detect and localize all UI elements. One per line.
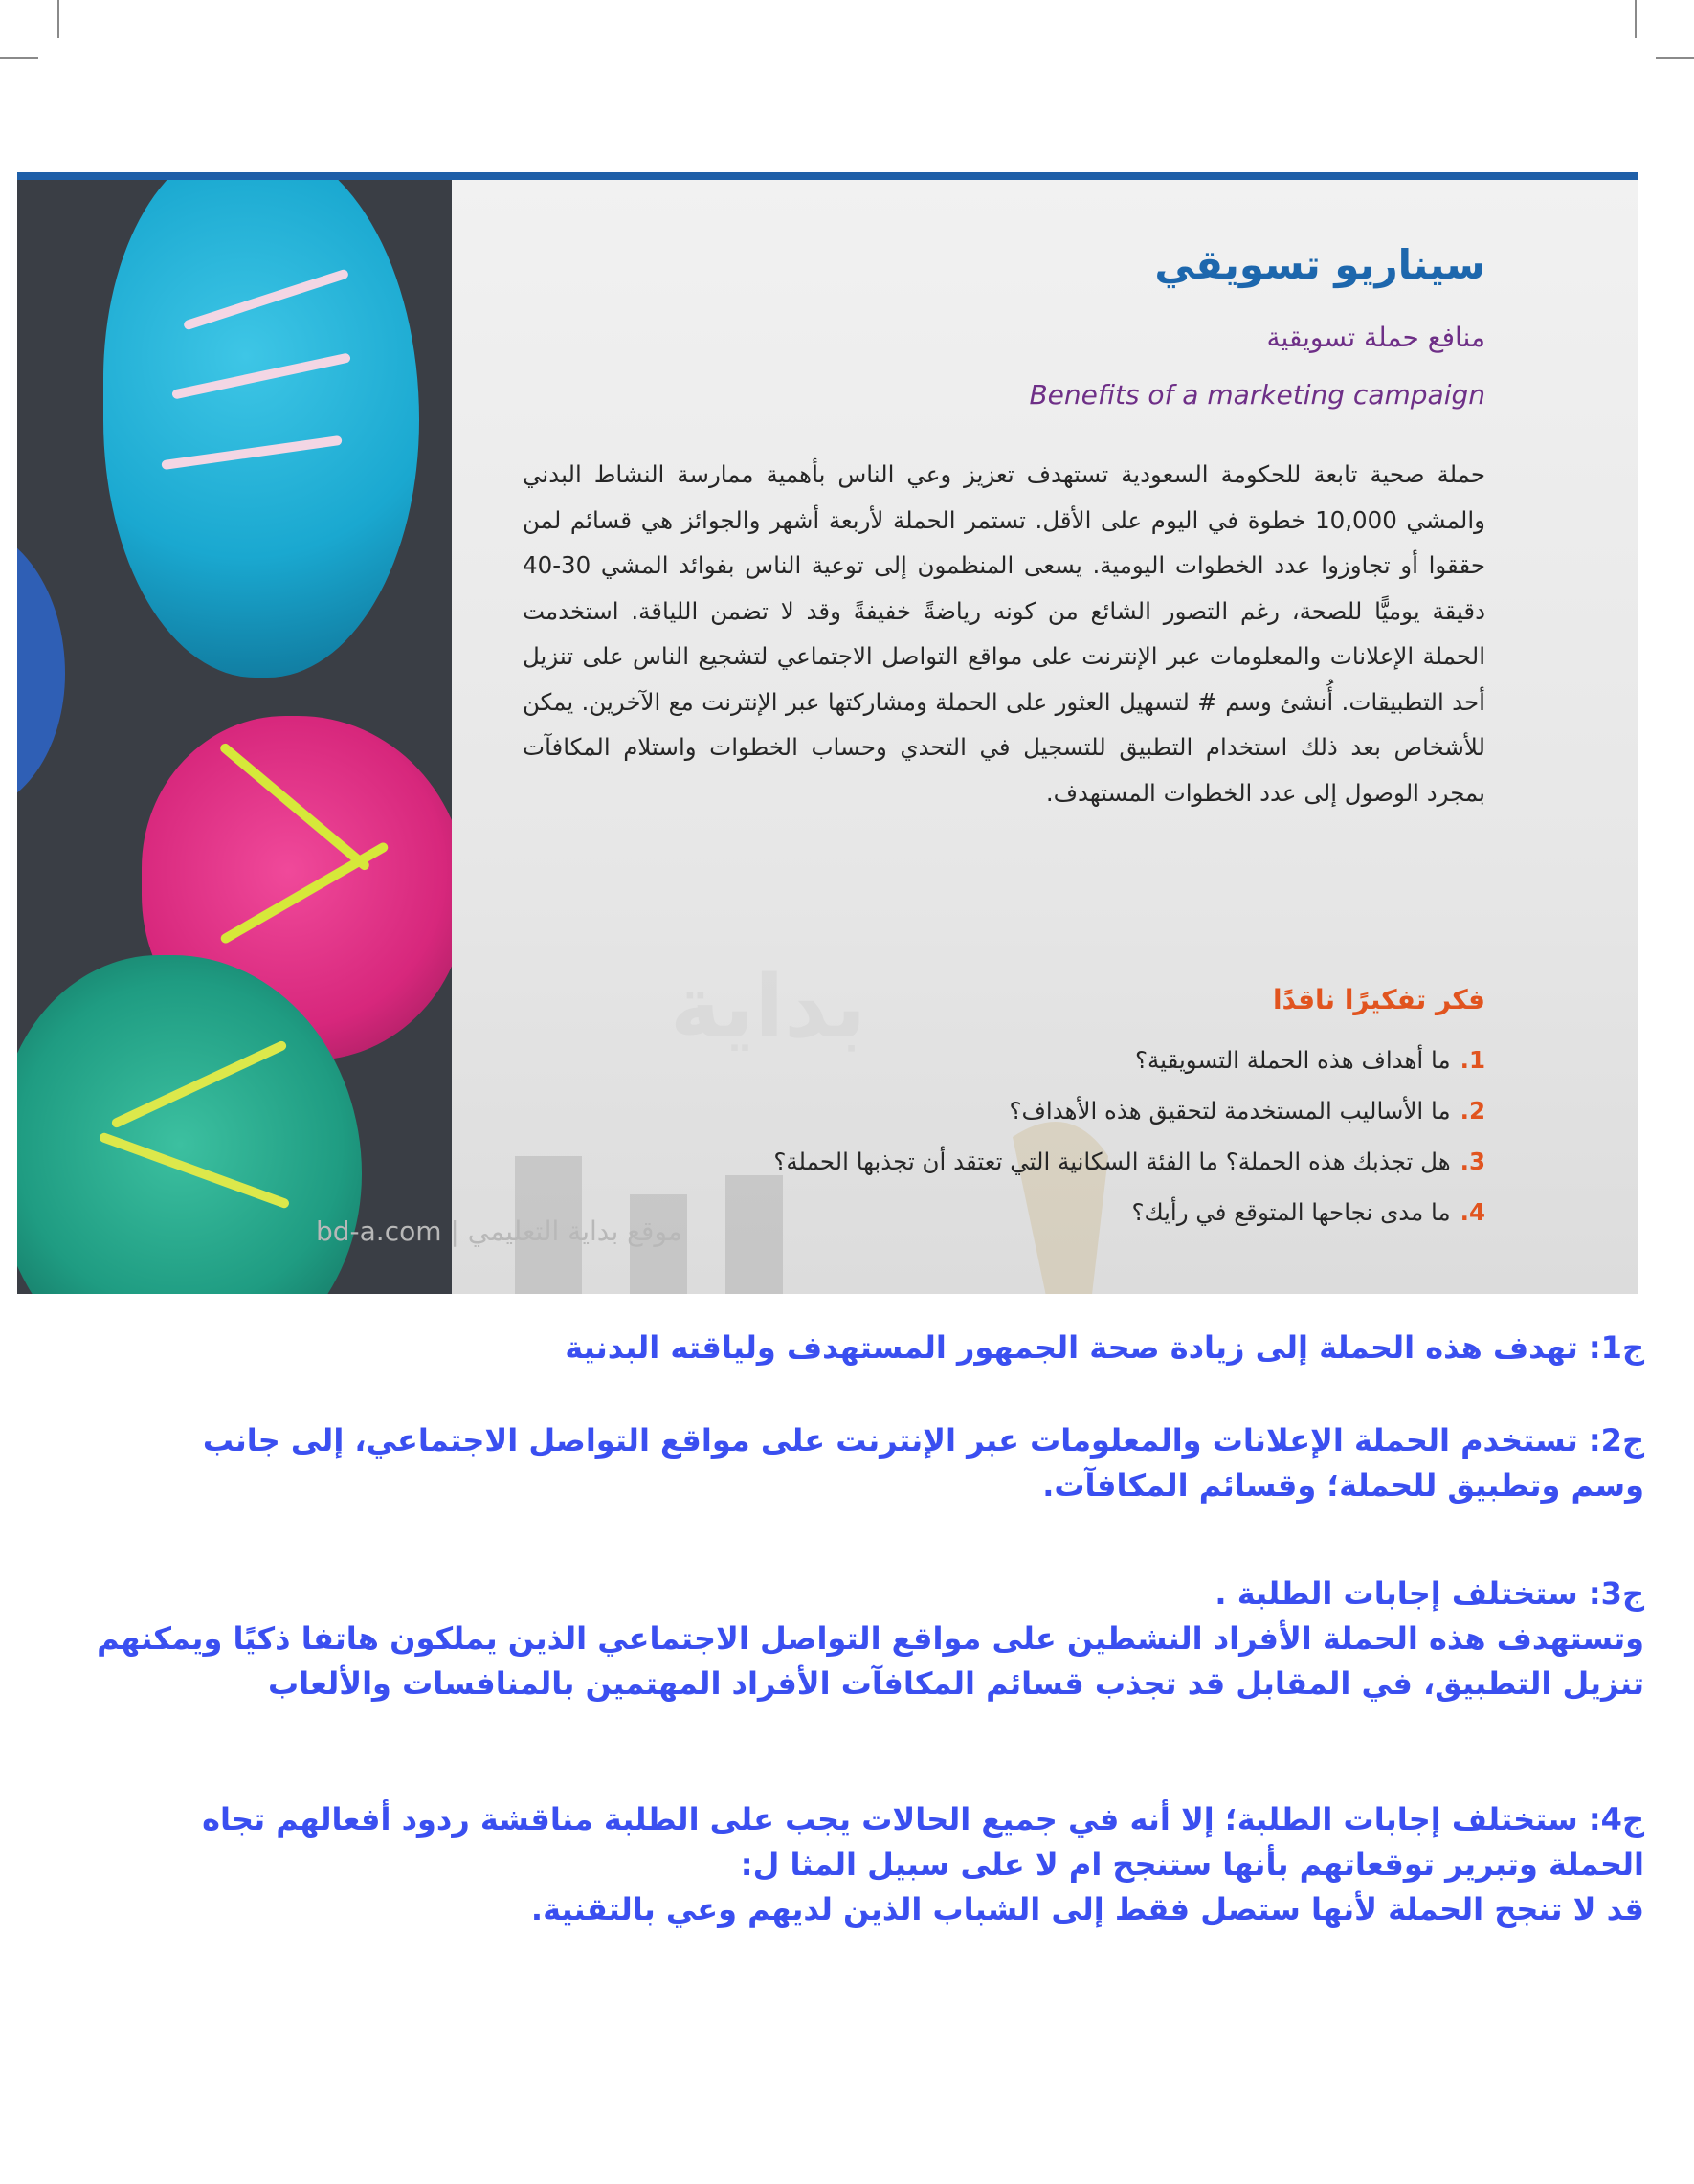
- answer-line: تنزيل التطبيق، في المقابل قد تجذب قسائم المكافآت الأفراد المهتمين بالمنافسات والألعاب: [267, 1665, 1644, 1702]
- answer-3: [46, 1571, 1644, 1706]
- answer-line: ج3: ستختلف إجابات الطلبة .: [1215, 1575, 1644, 1612]
- question-number: 1.: [1460, 1046, 1485, 1074]
- watermark-site-label: موقع بداية التعليمي: [467, 1215, 682, 1247]
- answer-line: ج1: تهدف هذه الحملة إلى زيادة صحة الجمهور المستهدف ولياقته البدنية: [565, 1329, 1644, 1366]
- question-item: [528, 1148, 1485, 1198]
- answer-4: [94, 1797, 1644, 1932]
- watermark-brand: بداية: [670, 957, 867, 1058]
- question-text: ما الأساليب المستخدمة لتحقيق هذه الأهداف؟: [1009, 1097, 1451, 1125]
- answer-1: [75, 1326, 1644, 1371]
- answer-line: وتستهدف هذه الحملة الأفراد النشطين على مواقع التواصل الاجتماعي الذين يملكون هاتفا ذكيًا ويمكنهم: [97, 1620, 1644, 1657]
- answer-line: ج2: تستخدم الحملة الإعلانات والمعلومات عبر الإنترنت على مواقع التواصل الاجتماعي، إلى جانب: [202, 1422, 1644, 1459]
- question-number: 2.: [1460, 1097, 1485, 1125]
- question-text: هل تجذبك هذه الحملة؟ ما الفئة السكانية التي تعتقد أن تجذبها الحملة؟: [773, 1148, 1451, 1175]
- answer-2: [56, 1418, 1644, 1508]
- subtitle-arabic: منافع حملة تسويقية: [1266, 322, 1485, 353]
- question-item: [528, 1097, 1485, 1148]
- page-title: سيناريو تسويقي: [1154, 241, 1485, 288]
- scenario-paragraph: حملة صحية تابعة للحكومة السعودية تستهدف تعزيز وعي الناس بأهمية ممارسة النشاط البدني والمشي 10,000 خطوة في اليوم على الأقل. تستمر الحملة لأربعة أشهر والجوائز هي قسائم لمن حققوا أو تجاوزوا عدد الخطوات اليومية. يسعى المنظمون إلى توعية الناس بفوائد المشي 30-40 دقيقة يوميًّا للصحة، رغم التصور الشائع من كونه رياضةً خفيفةً وقد لا تضمن اللياقة. استخدمت الحملة الإعلانات والمعلومات عبر الإنترنت على مواقع التواصل الاجتماعي لتشجيع الناس على تنزيل أحد التطبيقات. أُنشئ وسم # لتسهيل العثور على الحملة ومشاركتها عبر الإنترنت مع الآخرين. يمكن للأشخاص بعد ذلك استخدام التطبيق للتسجيل في التحدي وحساب الخطوات واستلام المكافآت بمجرد الوصول إلى عدد الخطوات المستهدف.: [523, 460, 1485, 807]
- answer-line: وسم وتطبيق للحملة؛ وقسائم المكافآت.: [1042, 1467, 1644, 1504]
- question-number: 3.: [1460, 1148, 1485, 1175]
- answer-line: ج4: ستختلف إجابات الطلبة؛ إلا أنه في جميع الحالات يجب على الطلبة مناقشة ردود أفعالهم تجاه: [202, 1801, 1644, 1838]
- watermark-brand-text: [670, 957, 866, 1058]
- question-number: 4.: [1460, 1198, 1485, 1226]
- answer-line: الحملة وتبرير توقعاتهم بأنها ستنجح ام لا على سبيل المثا ل:: [740, 1846, 1644, 1883]
- answer-line: قد لا تنجح الحملة لأنها ستصل فقط إلى الشباب الذين لديهم وعي بالتقنية.: [530, 1891, 1644, 1928]
- question-text: ما أهداف هذه الحملة التسويقية؟: [1135, 1046, 1451, 1074]
- subtitle-english: Benefits of a marketing campaign: [1029, 379, 1485, 411]
- watermark-site-text: موقع بداية التعليمي | bd-a.com: [316, 1215, 682, 1247]
- critical-thinking-heading: فكر تفكيرًا ناقدًا: [1272, 984, 1485, 1015]
- watermark-url: bd-a.com: [316, 1215, 442, 1247]
- question-text: ما مدى نجاحها المتوقع في رأيك؟: [1131, 1198, 1451, 1226]
